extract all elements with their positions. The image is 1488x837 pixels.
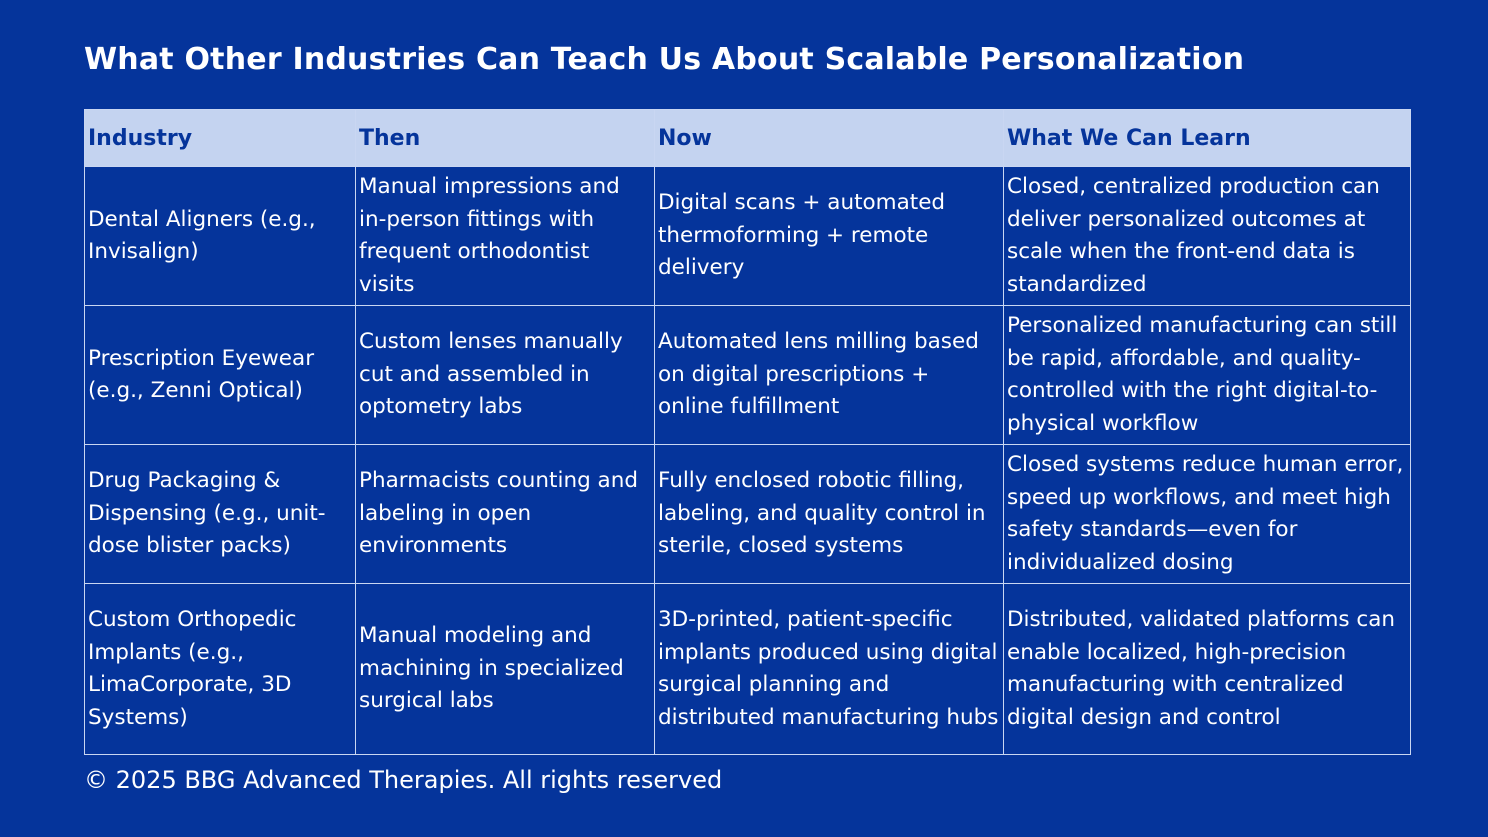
learn-cell: Closed systems reduce human error, speed up workflows, and meet high safety standards—even for individualized dosing <box>1004 445 1411 584</box>
page-title: What Other Industries Can Teach Us About Scalable Personalization <box>84 42 1245 77</box>
column-header-then: Then <box>356 110 655 167</box>
now-cell: Fully enclosed robotic filling, labeling, and quality control in sterile, closed systems <box>655 445 1004 584</box>
now-cell: Automated lens milling based on digital prescriptions + online fulfillment <box>655 306 1004 445</box>
column-header-learn: What We Can Learn <box>1004 110 1411 167</box>
column-header-now: Now <box>655 110 1004 167</box>
column-header-industry: Industry <box>85 110 356 167</box>
table-row <box>85 306 1411 445</box>
industry-cell: Custom Orthopedic Implants (e.g., LimaCorporate, 3D Systems) <box>85 584 356 755</box>
table-header-row <box>85 110 1411 167</box>
now-cell: Digital scans + automated thermoforming + remote delivery <box>655 167 1004 306</box>
industry-cell: Drug Packaging & Dispensing (e.g., unit-dose blister packs) <box>85 445 356 584</box>
then-cell: Manual modeling and machining in specialized surgical labs <box>356 584 655 755</box>
learn-cell: Distributed, validated platforms can enable localized, high-precision manufacturing with centralized digital design and control <box>1004 584 1411 755</box>
industry-cell: Dental Aligners (e.g., Invisalign) <box>85 167 356 306</box>
now-cell: 3D-printed, patient-specific implants produced using digital surgical planning and distributed manufacturing hubs <box>655 584 1004 755</box>
industry-cell: Prescription Eyewear (e.g., Zenni Optical) <box>85 306 356 445</box>
then-cell: Custom lenses manually cut and assembled in optometry labs <box>356 306 655 445</box>
copyright-footer: © 2025 BBG Advanced Therapies. All rights reserved <box>84 766 723 794</box>
learn-cell: Personalized manufacturing can still be rapid, affordable, and quality-controlled with the right digital-to-physical workflow <box>1004 306 1411 445</box>
table-row <box>85 584 1411 755</box>
table-row <box>85 167 1411 306</box>
table-row <box>85 445 1411 584</box>
then-cell: Manual impressions and in-person fittings with frequent orthodontist visits <box>356 167 655 306</box>
comparison-table <box>84 109 1411 755</box>
learn-cell: Closed, centralized production can deliver personalized outcomes at scale when the front-end data is standardized <box>1004 167 1411 306</box>
then-cell: Pharmacists counting and labeling in open environments <box>356 445 655 584</box>
